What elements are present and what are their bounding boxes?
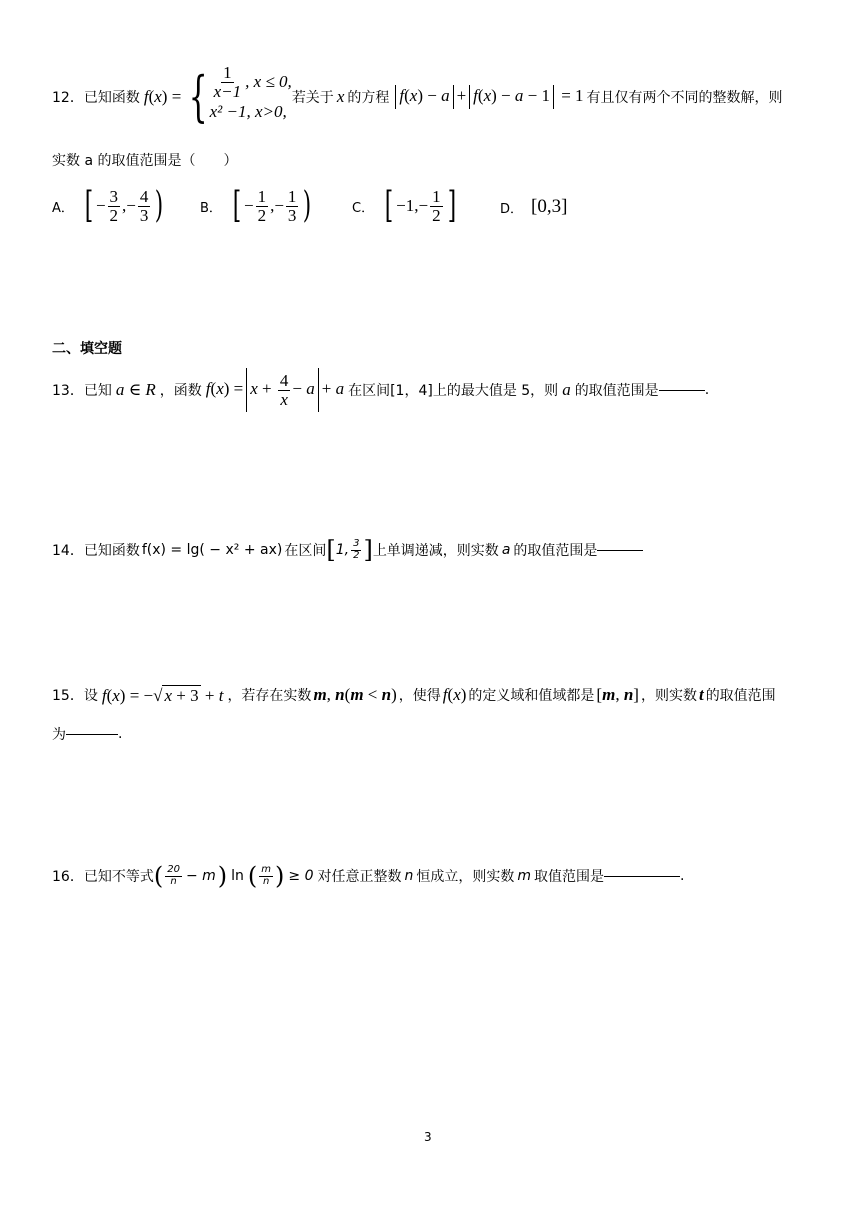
right-bracket: ] [447, 185, 456, 227]
question-number: 13． [52, 383, 84, 399]
inequality: ≥ 0 [288, 868, 314, 884]
option-b[interactable]: B． [ − $\frac{1}{2}$ ,− $\frac{1}{3}$ ) [200, 185, 312, 227]
den: 2 [109, 205, 119, 225]
variable-n: n [404, 868, 414, 884]
variables-mn: m, n(m < n) [313, 685, 397, 704]
question-text: 恒成立，则实数 [416, 869, 515, 885]
option-label: C． [352, 200, 375, 216]
left-bracket: [ [326, 536, 336, 564]
condition: a ∈ R [115, 380, 156, 399]
question-number: 14． [52, 543, 84, 559]
period: . [680, 868, 685, 884]
function-expression: f(x) = x + $\frac{4}{x}$ − a + a [206, 368, 344, 412]
num: 1 [257, 187, 267, 206]
function-expression: f(x) = −√ x + 3 + t [101, 685, 224, 705]
question-text: 的方程 [347, 90, 390, 106]
function-name: f(x) = [143, 87, 182, 106]
piecewise-function [181, 62, 292, 128]
question-15 [52, 680, 776, 710]
question-text: 的取值范围是 [513, 543, 598, 559]
function-name: f(x) [442, 685, 467, 704]
option-c[interactable]: C． [ −1,− $\frac{1}{2}$ ] [352, 185, 456, 227]
den: 3 [287, 205, 297, 225]
question-text: 已知 [83, 383, 112, 399]
question-number: 16． [52, 869, 84, 885]
fraction-numerator: 1 [223, 62, 232, 82]
question-text: 的定义域和值域都是 [468, 688, 595, 704]
left-paren: ( [153, 862, 164, 890]
den: 2 [257, 205, 267, 225]
variable-a: a [562, 380, 571, 399]
left-bracket: [ [84, 185, 94, 227]
fraction-denominator: x−1 [213, 81, 242, 101]
case2: x² −1, x>0, [209, 102, 287, 121]
ln-text: ln [231, 868, 244, 884]
question-text: 的取值范围是 [574, 383, 659, 399]
option-label: D． [500, 201, 524, 217]
question-text: 设 [83, 688, 98, 704]
interval-mn: [m, n] [596, 685, 639, 704]
right-bracket: ) [303, 185, 312, 227]
question-13 [52, 368, 709, 412]
answer-blank[interactable] [66, 734, 118, 735]
num: 1 [287, 187, 297, 206]
num: 4 [139, 187, 149, 206]
case1-condition: , x ≤ 0, [245, 72, 292, 91]
question-text: 在区间[1，4]上的最大值是 5，则 [348, 383, 559, 399]
right-bracket: ) [155, 185, 164, 227]
variable-x: x [336, 87, 345, 106]
question-text: 对任意正整数 [317, 869, 402, 885]
question-text: 已知函数 [83, 543, 140, 559]
right-paren: ) [275, 862, 285, 890]
answer-blank[interactable] [604, 876, 680, 877]
question-14: 14． 已知函数 f(x) = lg( − x² + ax) 在区间 [ 1, $\frac{3}{2}$ ] 上单调递减，则实数 a 的取值范围是 [52, 532, 643, 568]
question-number: 15． [52, 688, 84, 704]
right-bracket: ] [363, 536, 373, 564]
num: 3 [109, 187, 119, 206]
page-number: 3 [424, 1130, 432, 1144]
question-12 [52, 62, 783, 132]
right-paren: ) [217, 862, 228, 890]
left-paren: ( [247, 862, 258, 890]
question-text: 已知不等式 [83, 869, 154, 885]
section-title: 二、填空题 [52, 341, 122, 357]
question-text: ，若存在实数 [227, 688, 312, 704]
variable-t: t [698, 685, 704, 704]
question-text: 已知函数 [83, 90, 140, 106]
left-bracket: [ [384, 185, 394, 227]
answer-blank[interactable] [597, 550, 643, 551]
option-label: A． [52, 200, 74, 216]
variable-a: a [501, 542, 511, 558]
option-d[interactable] [500, 196, 567, 218]
minus-m: − m [185, 868, 216, 884]
option-value: [0,3] [531, 196, 568, 217]
question-text: ，函数 [159, 383, 202, 399]
left-brace-icon: { [189, 65, 208, 128]
question-text: 上单调递减，则实数 [372, 543, 499, 559]
question-12-line2: 实数 a 的取值范围是（ ） [52, 153, 238, 169]
question-text: 为 [52, 727, 66, 743]
question-text: 的取值范围 [705, 688, 776, 704]
function-expression: f(x) = lg( − x² + ax) [141, 542, 283, 558]
left-bracket: [ [232, 185, 242, 227]
question-text: 若关于 [291, 90, 334, 106]
period: . [118, 726, 123, 742]
equation: f(x) − a + f(x) − a − 1 = 1 [392, 85, 583, 109]
variable-m: m [517, 868, 532, 884]
num: 1 [432, 187, 441, 206]
option-label: B． [200, 200, 222, 216]
question-text: ，则实数 [640, 688, 697, 704]
den: 2 [432, 205, 441, 225]
question-text: ，使得 [398, 688, 441, 704]
option-a[interactable]: A． [ − $\frac{3}{2}$ ,− $\frac{4}{3}$ ) [52, 185, 164, 227]
question-16: 16． 已知不等式 ( $\frac{20}{n}$ − m ) ln ( $\frac{m}{n}$ ) ≥ 0 对任意正整数 n 恒成立，则实数 m 取值范围是 . [52, 862, 685, 890]
den: 3 [139, 205, 149, 225]
question-text: 有且仅有两个不同的整数解，则 [586, 90, 783, 106]
question-text: 在区间 [284, 543, 327, 559]
period: . [704, 382, 710, 398]
question-text: 取值范围是 [534, 869, 605, 885]
question-number: 12． [52, 90, 84, 106]
answer-blank[interactable] [659, 390, 705, 391]
question-15-line2 [52, 724, 122, 744]
